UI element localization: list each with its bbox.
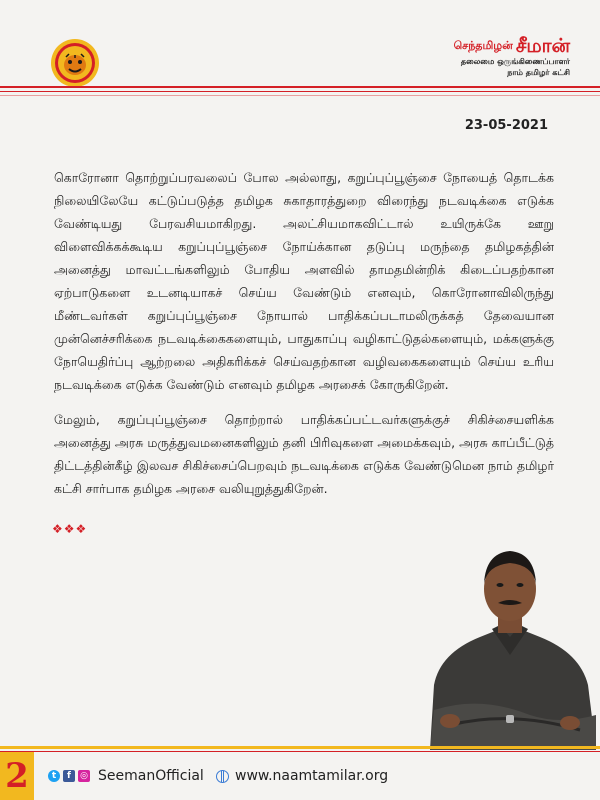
brand-role: தலைமை ஒருங்கிணைப்பாளர்	[460, 57, 570, 66]
brand-small-text: செந்தமிழன்	[453, 39, 513, 52]
body-paragraph-1: கொரோனா தொற்றுப்பரவலைப் போல அல்லாது, கறுப்புப்பூஞ்சை நோயைத் தொடக்க நிலையிலேயே கட்டுப்படுத்த தமிழக சுகாதாரத்துறை விரைந்து நடவடிக்கை எடுக்க வேண்டியது பேரவசியமாகிறது. அலட்சியமாகவிட்டால் உயிருக்கே ஊறு விளைவிக்கக்கூடிய கறுப்புப்பூஞ்சை நோய்க்கான தடுப்பு மருந்தை தமிழகத்தின் அனைத்து மாவட்டங்களிலும் போதிய அளவில் தாமதமின்றிக் கிடைப்பதற்கான ஏற்பாடுகளை உடனடியாகச் செய்ய வேண்டும் எனவும், கொரோனாவிலிருந்து மீண்டவர்கள் கறுப்புப்பூஞ்சை நோயால் பாதிக்கப்படாமலிருக்கத் தேவையான முன்னெச்சரிக்கை நடவடிக்கைகளையும், பாதுகாப்பு வழிகாட்டுதல்களையும், மக்களுக்கு நோயெதிர்ப்பு ஆற்றலை அதிகரிக்கச் செய்வதற்கான வழிவகைகளையும் செய்ய உரிய நடவடிக்கை எடுக்க வேண்டும் எனவும் தமிழக அரசைக் கோருகிறேன்.	[54, 170, 554, 392]
end-ornament: ❖❖❖	[52, 522, 88, 536]
brand-title	[454, 36, 570, 56]
body-paragraph-2: மேலும், கறுப்புப்பூஞ்சை தொற்றால் பாதிக்கப்பட்டவர்களுக்குச் சிகிச்சையளிக்க அனைத்து அரசு மருத்துவமனைகளிலும் தனி பிரிவுகளை அமைக்கவும், அரசு காப்பீட்டுத் திட்டத்தின்கீழ் இலவச சிகிச்சைப்பெறவும் நடவடிக்கை எடுக்க வேண்டுமென நாம் தமிழர் கட்சி சார்பாக தமிழக அரசை வலியுறுத்துகிறேன்.	[54, 412, 554, 496]
website-link[interactable]	[216, 768, 388, 784]
facebook-icon[interactable]: f	[63, 770, 75, 782]
social-handle[interactable]: SeemanOfficial	[98, 768, 204, 784]
header-rule	[0, 95, 600, 96]
globe-icon	[216, 770, 229, 783]
leader-portrait	[420, 525, 600, 750]
footer-gold-rule	[0, 746, 600, 749]
brand-org: நாம் தமிழர் கட்சி	[507, 68, 570, 77]
twitter-icon[interactable]: t	[48, 770, 60, 782]
statement-date: 23-05-2021	[464, 118, 548, 133]
header-rule	[0, 91, 600, 92]
website-url[interactable]: www.naamtamilar.org	[235, 768, 389, 784]
header-rule	[0, 86, 600, 88]
instagram-icon[interactable]: ◎	[78, 770, 90, 782]
footer-red-rule	[0, 751, 600, 752]
tiger-emblem-icon	[50, 38, 100, 88]
brand-big-text: சீமான்	[515, 35, 570, 57]
header-brand	[454, 36, 570, 78]
social-links	[48, 768, 204, 784]
page-number: 2	[0, 752, 34, 800]
